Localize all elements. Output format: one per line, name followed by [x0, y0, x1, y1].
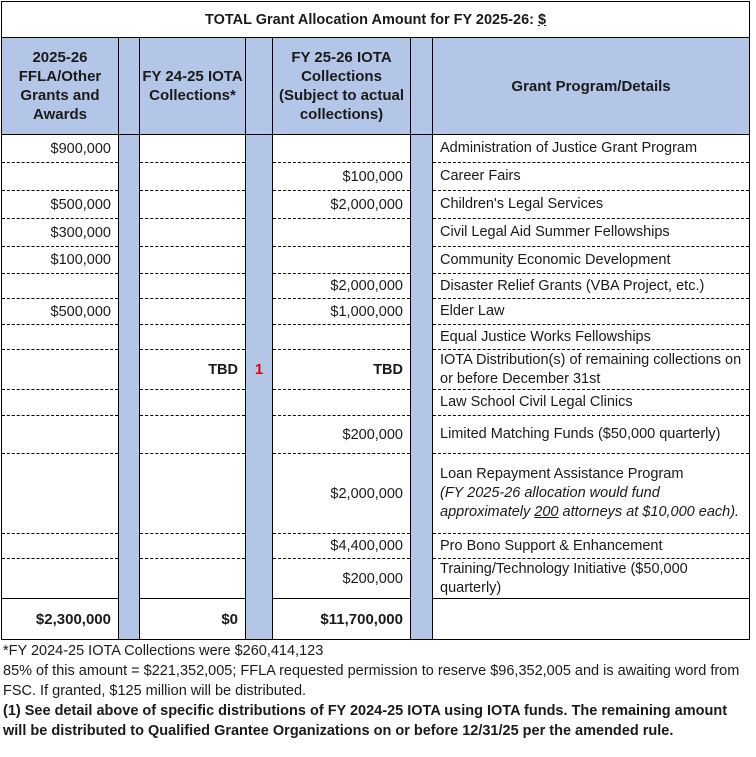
spacer-cell	[119, 135, 140, 163]
spacer-cell	[246, 163, 273, 191]
spacer-cell	[411, 559, 433, 599]
spacer-cell	[411, 135, 433, 163]
program-name: Community Economic Development	[440, 251, 671, 268]
total-ffla: $2,300,000	[2, 599, 119, 640]
grant-allocation-table	[1, 1, 750, 640]
spacer-cell	[246, 390, 273, 416]
cell-iota-2425	[140, 390, 246, 416]
footnote-collections: *FY 2024-25 IOTA Collections were $260,414,123	[3, 643, 324, 659]
spacer-cell	[246, 454, 273, 534]
program-note-text: (FY 2025-26 allocation would fund approximately	[440, 485, 660, 520]
spacer-cell	[246, 247, 273, 274]
cell-iota-2526: $2,000,000	[273, 454, 411, 534]
program-name: Career Fairs	[440, 168, 521, 184]
program-name: Elder Law	[440, 303, 505, 319]
cell-iota-2425	[140, 247, 246, 274]
spacer-cell	[411, 534, 433, 559]
cell-program	[433, 534, 750, 559]
cell-iota-2425	[140, 534, 246, 559]
spacer-cell	[411, 599, 433, 640]
table-row	[2, 350, 750, 390]
footnote-reserve: 85% of this amount = $221,352,005; FFLA requested permission to reserve $96,352,005 and is awaiting word from FSC. If granted, $125 million will be distributed.	[3, 663, 740, 699]
table-row	[2, 534, 750, 559]
cell-program	[433, 325, 750, 350]
cell-iota-2526	[273, 390, 411, 416]
table-row	[2, 247, 750, 274]
spacer-cell	[411, 219, 433, 247]
program-note-count: 200	[534, 504, 559, 520]
spacer-cell	[246, 219, 273, 247]
spacer-cell	[246, 274, 273, 299]
program-note-text: attorneys at $10,000 each).	[558, 504, 740, 520]
spacer-cell	[411, 191, 433, 219]
table-row	[2, 299, 750, 325]
title-text: TOTAL Grant Allocation Amount for FY 2025-26:	[204, 11, 538, 28]
spacer-cell	[119, 350, 140, 390]
cell-ffla	[2, 534, 119, 559]
spacer-cell	[411, 247, 433, 274]
spacer-cell	[119, 390, 140, 416]
cell-iota-2526	[273, 135, 411, 163]
cell-ffla	[2, 559, 119, 599]
header-program: Grant Program/Details	[433, 38, 750, 135]
spacer-cell	[119, 416, 140, 454]
cell-iota-2526: TBD	[273, 350, 411, 390]
spacer-cell	[246, 416, 273, 454]
cell-program	[433, 454, 750, 534]
program-name: Training/Technology Initiative ($50,000 quarterly)	[440, 560, 688, 596]
spacer-cell	[411, 163, 433, 191]
spacer-cell	[411, 274, 433, 299]
table-row	[2, 191, 750, 219]
spacer-cell	[119, 534, 140, 559]
spacer-cell	[119, 454, 140, 534]
header-row	[2, 38, 750, 135]
cell-program	[433, 350, 750, 390]
footnotes	[3, 641, 753, 741]
cell-ffla	[2, 274, 119, 299]
cell-program	[433, 416, 750, 454]
spacer-cell	[246, 534, 273, 559]
footnote-marker: 1	[246, 350, 273, 390]
cell-iota-2425	[140, 191, 246, 219]
cell-program	[433, 274, 750, 299]
cell-program	[433, 191, 750, 219]
table-row	[2, 135, 750, 163]
cell-ffla	[2, 390, 119, 416]
cell-ffla	[2, 350, 119, 390]
spacer-cell	[411, 299, 433, 325]
cell-iota-2425	[140, 299, 246, 325]
header-ffla: 2025-26 FFLA/Other Grants and Awards	[2, 38, 119, 135]
header-spacer	[246, 38, 273, 135]
spacer-cell	[119, 559, 140, 599]
cell-iota-2526: $100,000	[273, 163, 411, 191]
spacer-cell	[246, 135, 273, 163]
spacer-cell	[119, 299, 140, 325]
table-row	[2, 325, 750, 350]
program-name: Administration of Justice Grant Program	[440, 140, 698, 156]
cell-iota-2526: $2,000,000	[273, 274, 411, 299]
spacer-cell	[246, 325, 273, 350]
spacer-cell	[119, 274, 140, 299]
title-amount: $	[538, 11, 547, 28]
cell-iota-2425	[140, 135, 246, 163]
cell-iota-2425	[140, 163, 246, 191]
cell-iota-2526: $200,000	[273, 416, 411, 454]
total-iota-2425: $0	[140, 599, 246, 640]
spacer-cell	[119, 191, 140, 219]
table-row	[2, 274, 750, 299]
cell-program	[433, 559, 750, 599]
cell-iota-2526: $200,000	[273, 559, 411, 599]
program-name: Limited Matching Funds ($50,000 quarterly)	[440, 426, 721, 442]
program-name: Equal Justice Works Fellowships	[440, 328, 651, 345]
table-row	[2, 454, 750, 534]
totals-row	[2, 599, 750, 640]
header-spacer	[411, 38, 433, 135]
spacer-cell	[246, 559, 273, 599]
program-name: Disaster Relief Grants (VBA Project, etc.)	[440, 277, 705, 294]
header-iota-2425: FY 24-25 IOTA Collections*	[140, 38, 246, 135]
spacer-cell	[411, 350, 433, 390]
spacer-cell	[246, 599, 273, 640]
cell-iota-2526	[273, 325, 411, 350]
cell-iota-2425	[140, 325, 246, 350]
total-iota-2526: $11,700,000	[273, 599, 411, 640]
header-iota-2526: FY 25-26 IOTA Collections (Subject to actual collections)	[273, 38, 411, 135]
spacer-cell	[119, 219, 140, 247]
spacer-cell	[411, 454, 433, 534]
spacer-cell	[246, 299, 273, 325]
cell-iota-2425	[140, 219, 246, 247]
program-name: Law School Civil Legal Clinics	[440, 394, 633, 410]
spacer-cell	[411, 390, 433, 416]
table-row	[2, 559, 750, 599]
spacer-cell	[119, 325, 140, 350]
cell-ffla: $900,000	[2, 135, 119, 163]
cell-program	[433, 219, 750, 247]
cell-iota-2425: TBD	[140, 350, 246, 390]
cell-ffla	[2, 325, 119, 350]
cell-program	[433, 247, 750, 274]
program-name: Children's Legal Services	[440, 196, 604, 212]
spacer-cell	[119, 599, 140, 640]
cell-iota-2425	[140, 559, 246, 599]
cell-ffla	[2, 163, 119, 191]
table-row	[2, 390, 750, 416]
cell-ffla	[2, 454, 119, 534]
cell-iota-2526: $1,000,000	[273, 299, 411, 325]
footnote-1: (1) See detail above of specific distributions of FY 2024-25 IOTA using IOTA funds. The remaining amount will be distributed to Qualified Grantee Organizations on or before 12/31/25 per the amended rule.	[3, 703, 728, 739]
spacer-cell	[246, 191, 273, 219]
program-name: Civil Legal Aid Summer Fellowships	[440, 224, 670, 240]
program-name: IOTA Distribution(s) of remaining collections on or before December 31st	[440, 351, 742, 387]
program-note	[440, 485, 739, 520]
cell-program	[433, 299, 750, 325]
cell-iota-2425	[140, 416, 246, 454]
cell-ffla: $100,000	[2, 247, 119, 274]
program-name: Loan Repayment Assistance Program	[440, 466, 684, 482]
cell-program	[433, 390, 750, 416]
cell-program	[433, 135, 750, 163]
table-row	[2, 416, 750, 454]
spacer-cell	[411, 416, 433, 454]
program-name: Pro Bono Support & Enhancement	[440, 537, 663, 554]
table-title	[2, 2, 750, 38]
cell-iota-2425	[140, 454, 246, 534]
spacer-cell	[119, 247, 140, 274]
cell-ffla: $500,000	[2, 191, 119, 219]
table-row	[2, 219, 750, 247]
cell-iota-2526: $2,000,000	[273, 191, 411, 219]
header-spacer	[119, 38, 140, 135]
cell-program	[433, 163, 750, 191]
table-row	[2, 163, 750, 191]
cell-iota-2526	[273, 219, 411, 247]
spacer-cell	[411, 325, 433, 350]
cell-iota-2526	[273, 247, 411, 274]
total-program	[433, 599, 750, 640]
cell-ffla	[2, 416, 119, 454]
cell-ffla: $500,000	[2, 299, 119, 325]
spacer-cell	[119, 163, 140, 191]
cell-iota-2526: $4,400,000	[273, 534, 411, 559]
cell-ffla: $300,000	[2, 219, 119, 247]
cell-iota-2425	[140, 274, 246, 299]
